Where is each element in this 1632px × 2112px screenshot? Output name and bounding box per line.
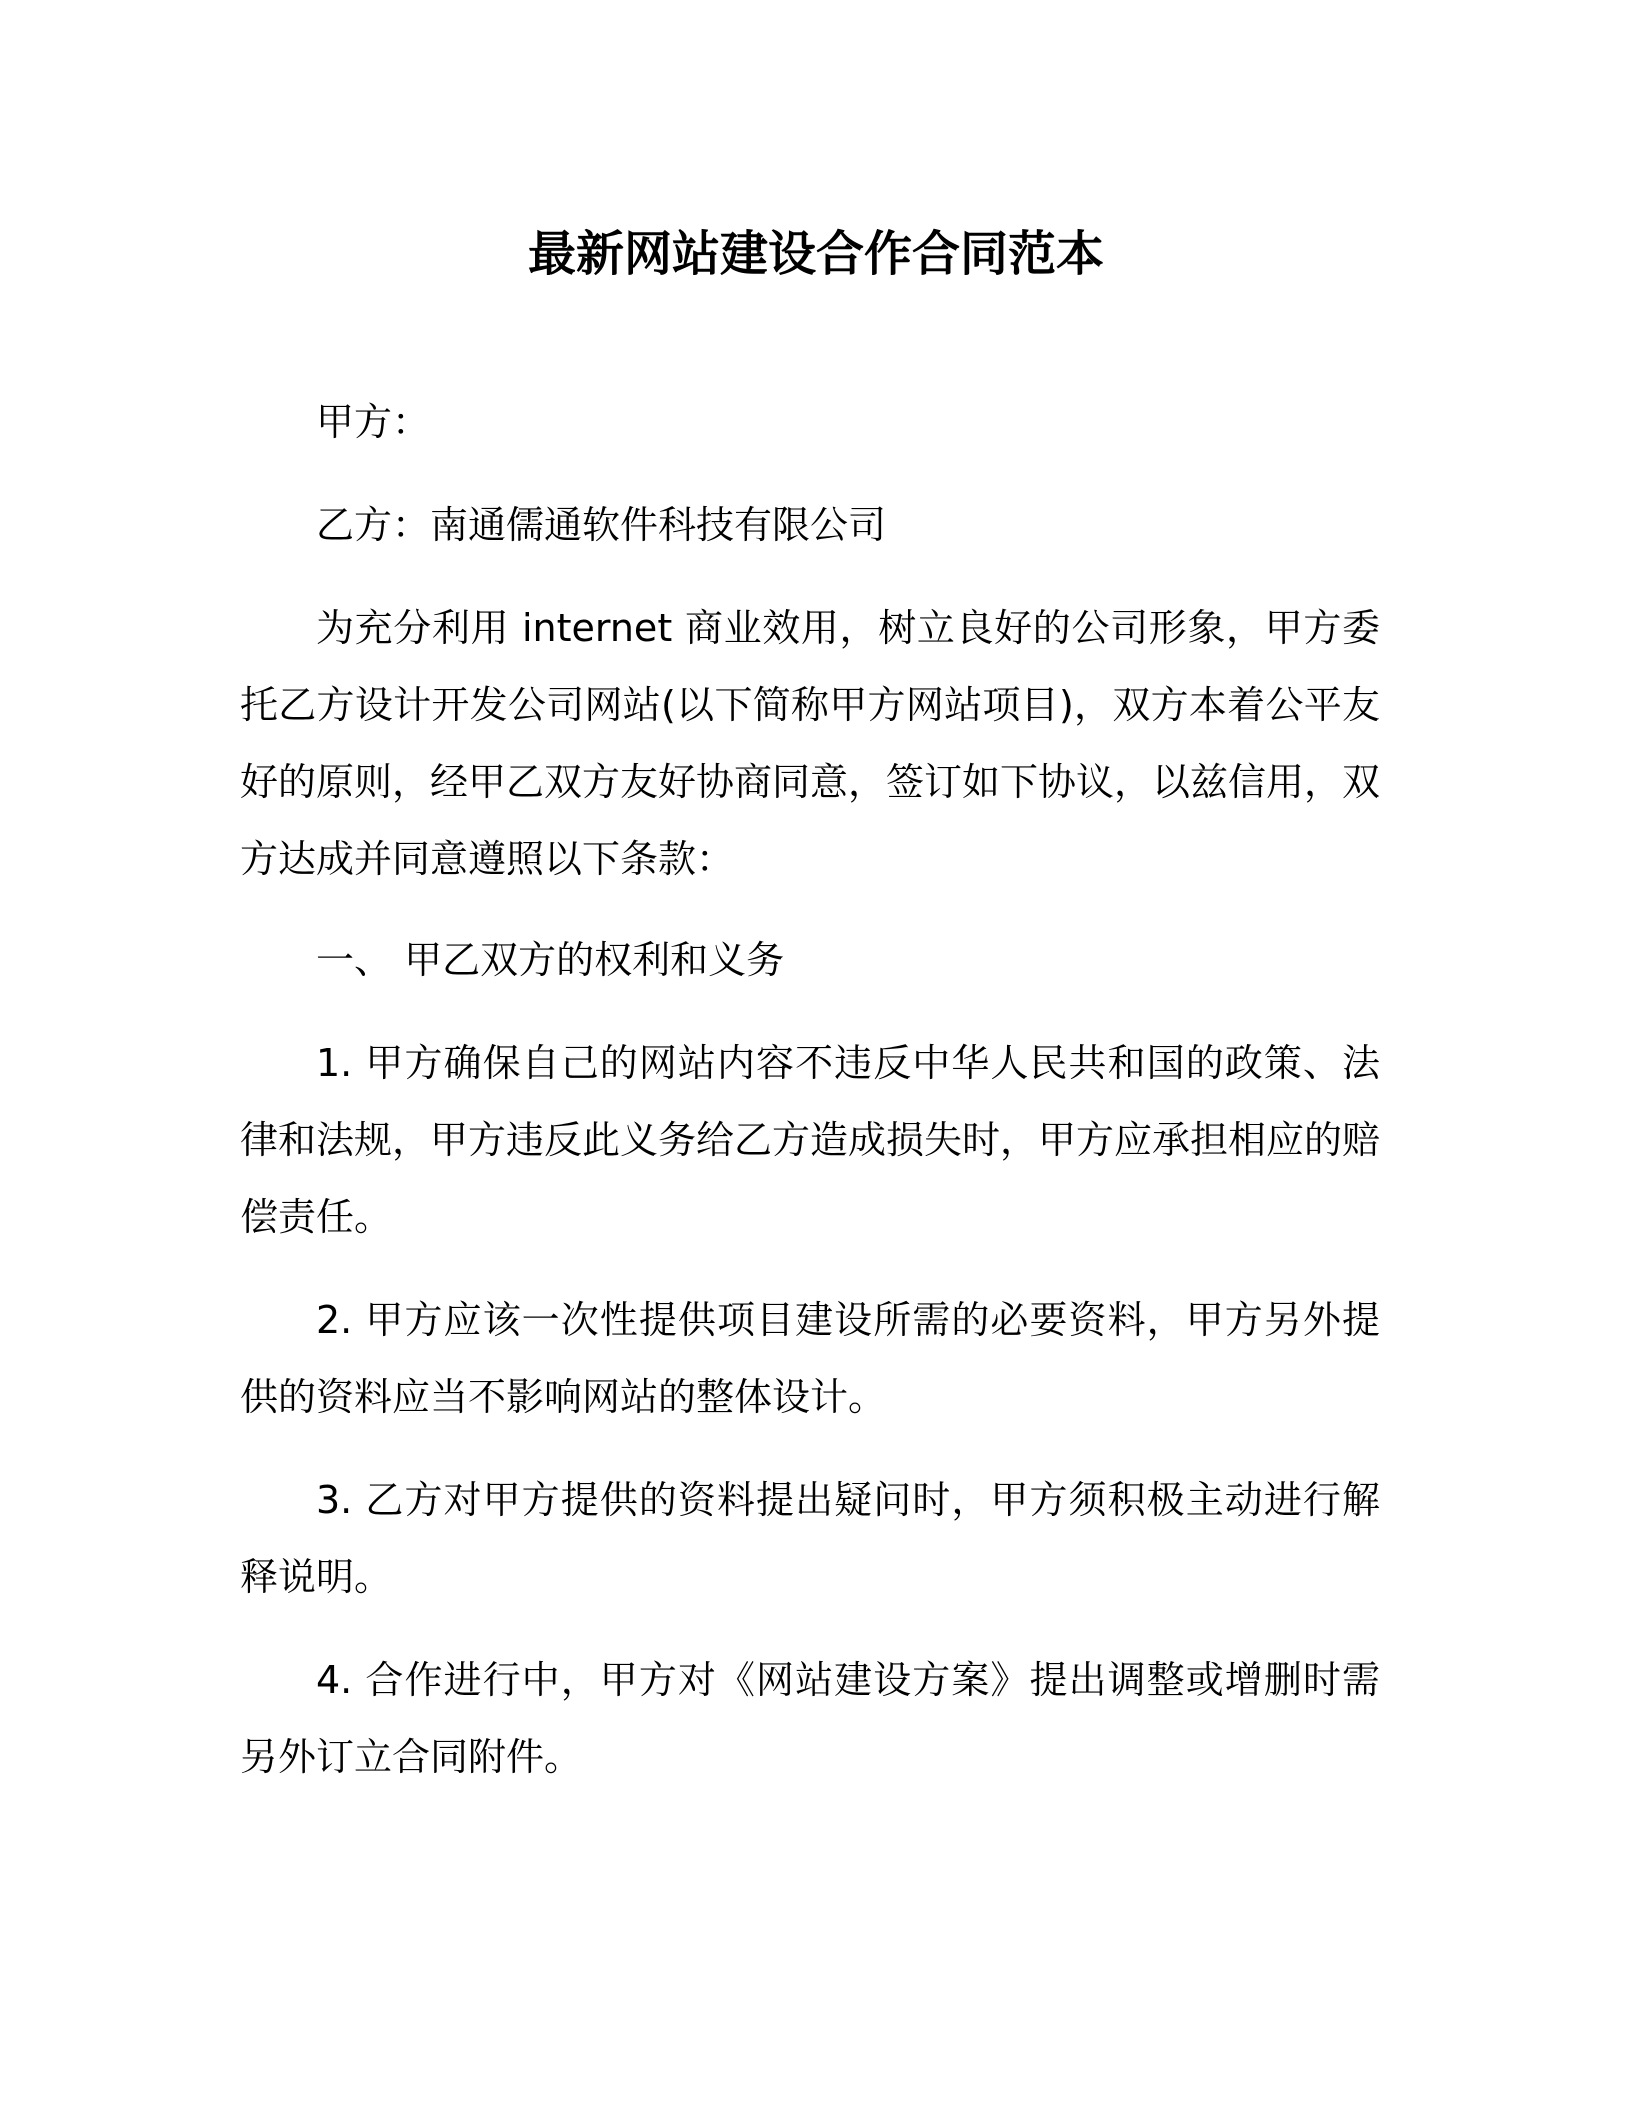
intro-paragraph: 为充分利用 internet 商业效用，树立良好的公司形象，甲方委托乙方设计开发公司网站(以下简称甲方网站项目)，双方本着公平友好的原则，经甲乙双方友好协商同意，签订如下协议，以兹信用，双方达成并同意遵照以下条款： — [240, 606, 1381, 881]
clause-item: 2. 甲方应该一次性提供项目建设所需的必要资料，甲方另外提供的资料应当不影响网站的整体设计。 — [240, 1298, 1380, 1419]
party-b-line: 乙方：南通儒通软件科技有限公司 — [316, 503, 887, 547]
clause-item: 3. 乙方对甲方提供的资料提出疑问时，甲方须积极主动进行解释说明。 — [240, 1478, 1380, 1599]
clause-item: 4. 合作进行中，甲方对《网站建设方案》提出调整或增删时需另外订立合同附件。 — [240, 1658, 1380, 1779]
section-heading: 一、 甲乙双方的权利和义务 — [316, 938, 785, 982]
document-title: 最新网站建设合作合同范本 — [527, 226, 1104, 282]
party-a-line: 甲方： — [316, 400, 431, 444]
clause-item: 1. 甲方确保自己的网站内容不违反中华人民共和国的政策、法律和法规，甲方违反此义务给乙方造成损失时，甲方应承担相应的赔偿责任。 — [240, 1041, 1381, 1239]
